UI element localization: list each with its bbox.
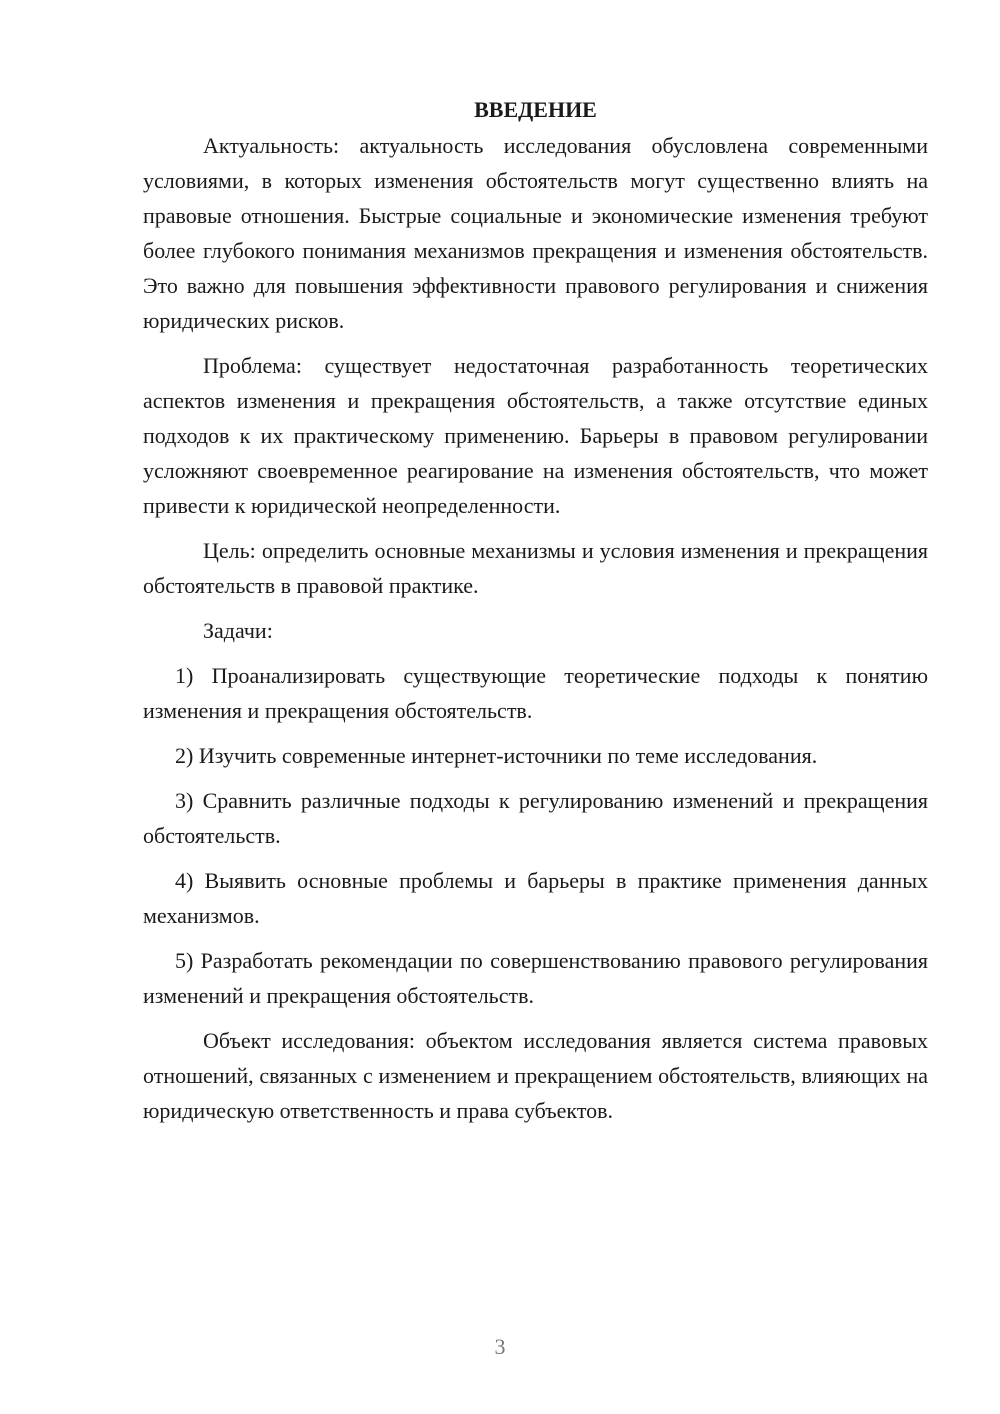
task-item-1: 1) Проанализировать существующие теоретические подходы к понятию изменения и прекращения обстоятельств. (143, 663, 928, 723)
object-paragraph: Объект исследования: объектом исследования является система правовых отношений, связанных с изменением и прекращением обстоятельств, влияющих на юридическую ответственность и права субъектов. (143, 1028, 928, 1123)
task-item-5: 5) Разработать рекомендации по совершенствованию правового регулирования изменений и прекращения обстоятельств. (143, 948, 928, 1008)
page-number: 3 (494, 1334, 506, 1359)
tasks-heading: Задачи: (203, 618, 273, 643)
goal-paragraph: Цель: определить основные механизмы и условия изменения и прекращения обстоятельств в правовой практике. (143, 538, 928, 598)
task-item-2: 2) Изучить современные интернет-источники по теме исследования. (175, 743, 818, 768)
relevance-paragraph: Актуальность: актуальность исследования обусловлена современными условиями, в которых изменения обстоятельств могут существенно влиять на правовые отношения. Быстрые социальные и экономические изменения требуют более глубокого понимания механизмов прекращения и изменения обстоятельств. Это важно для повышения эффективности правового регулирования и снижения юридических рисков. (143, 133, 928, 333)
section-title: ВВЕДЕНИЕ (474, 97, 597, 122)
task-item-4: 4) Выявить основные проблемы и барьеры в практике применения данных механизмов. (143, 868, 928, 928)
task-item-3: 3) Сравнить различные подходы к регулированию изменений и прекращения обстоятельств. (143, 788, 928, 848)
problem-paragraph: Проблема: существует недостаточная разработанность теоретических аспектов изменения и прекращения обстоятельств, а также отсутствие единых подходов к их практическому применению. Барьеры в правовом регулировании усложняют своевременное реагирование на изменения обстоятельств, что может привести к юридической неопределенности. (143, 353, 928, 518)
page-content (143, 92, 928, 1128)
